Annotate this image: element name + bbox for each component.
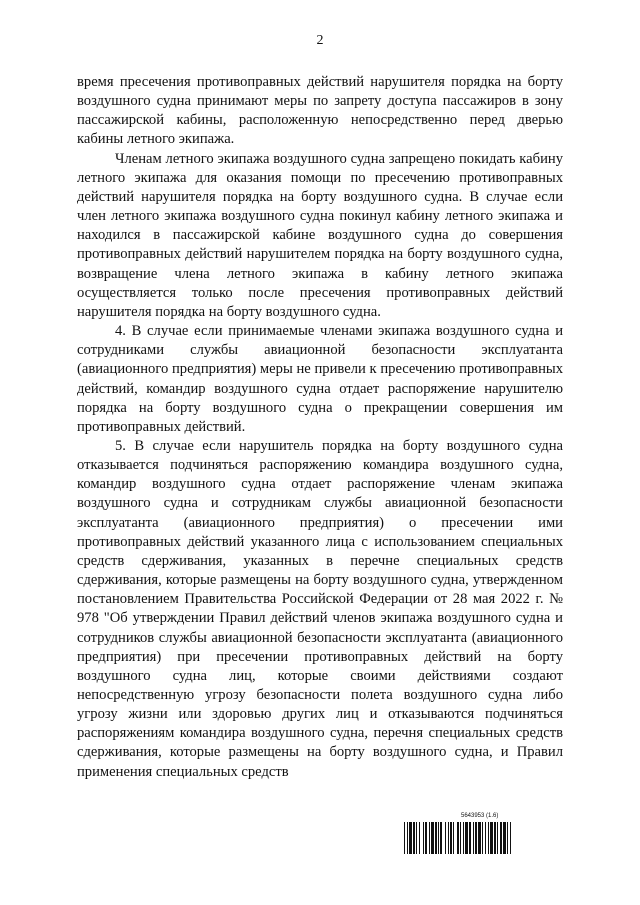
barcode-bar [469,822,471,854]
barcode-bar [500,822,502,854]
barcode-bar [494,822,496,854]
barcode-bar [507,822,508,854]
barcode-bar [457,822,459,854]
barcode-bar [497,822,498,854]
barcode-bar [478,822,481,854]
barcode-image [404,822,562,854]
barcode-bar [438,822,439,854]
barcode-bar [453,822,454,854]
barcode-bar [440,822,442,854]
barcode-bar [431,822,434,854]
paragraph-item-5: 5. В случае если нарушитель порядка на борту воздушного судна отказывается подчиняться распоряжению командира воздушного судна, командир воздушного судна отдает распоряжение членам экипажа воздушного судна и сотрудникам службы авиационной безопасности эксплуатанта (авиационного предприятия) о пресечении ими противоправных действий указанного лица с использованием специальных средств сдерживания, указанных в перечне специальных средств сдерживания, которые размещены на борту воздушного судна, утвержденном постановлением Правительства Российской Федерации от 28 мая 2022 г. № 978 "Об утверждении Правил действий членов экипажа воздушного судна и сотрудников службы авиационной безопасности эксплуатанта (авиационного предприятия) при пресечении противоправных действий на борту воздушного судна лиц, которые своими действиями создают непосредственную угрозу безопасности полета воздушного судна либо угрозу жизни или здоровью других лиц и отказываются подчиняться распоряжениям командира воздушного судна, перечня специальных средств сдерживания, которые размещены на борту воздушного судна, и Правил применения специальных средств [77,437,563,780]
barcode-bar [485,822,486,854]
barcode-bar [416,822,417,854]
barcode-bar [450,822,452,854]
barcode-bar [435,822,437,854]
barcode-bar [463,822,464,854]
barcode-bar [413,822,415,854]
barcode-bar [404,822,405,854]
page-number: 2 [316,33,324,48]
barcode-bar [503,822,506,854]
barcode-bar [482,822,483,854]
document-body [77,73,563,782]
barcode-bar [475,822,477,854]
barcode-bar [490,822,493,854]
barcode-caption: 5643953 (1.6) [461,813,499,819]
barcode-bar [445,822,446,854]
barcode-bar [465,822,468,854]
barcode-bar [425,822,427,854]
barcode-bar [407,822,408,854]
barcode-bar [488,822,489,854]
paragraph-continuation: время пресечения противоправных действий нарушителя порядка на борту воздушного судна принимают меры по запрету доступа пассажиров в зону пассажирской кабины, расположенную непосредственно перед дверью кабины летного экипажа. [77,74,563,148]
barcode-bar [448,822,449,854]
barcode-bar [510,822,511,854]
barcode-bar [419,822,420,854]
paragraph-flight-crew: Членам летного экипажа воздушного судна запрещено покидать кабину летного экипажа для оказания помощи по пресечению противоправных действий нарушителя порядка на борту воздушного судна. В случае если член летного экипажа воздушного судна покинул кабину летного экипажа и находился в пассажирской кабине воздушного судна до совершения противоправных действий нарушителем порядка на борту воздушного судна, возвращение члена летного экипажа в кабину летного экипажа осуществляется только после пресечения противоправных действий нарушителя порядка на борту воздушного судна. [77,150,563,320]
barcode-bar [423,822,424,854]
barcode-bar [473,822,474,854]
barcode-bar [409,822,412,854]
barcode-bar [460,822,461,854]
barcode-bar [429,822,430,854]
paragraph-item-4: 4. В случае если принимаемые членами экипажа воздушного судна и сотрудниками службы авиационной безопасности эксплуатанта (авиационного предприятия) меры не привели к пресечению противоправных действий, командир воздушного судна отдает распоряжение нарушителю порядка на борту воздушного судна о прекращении совершения им противоправных действий. [77,323,563,435]
